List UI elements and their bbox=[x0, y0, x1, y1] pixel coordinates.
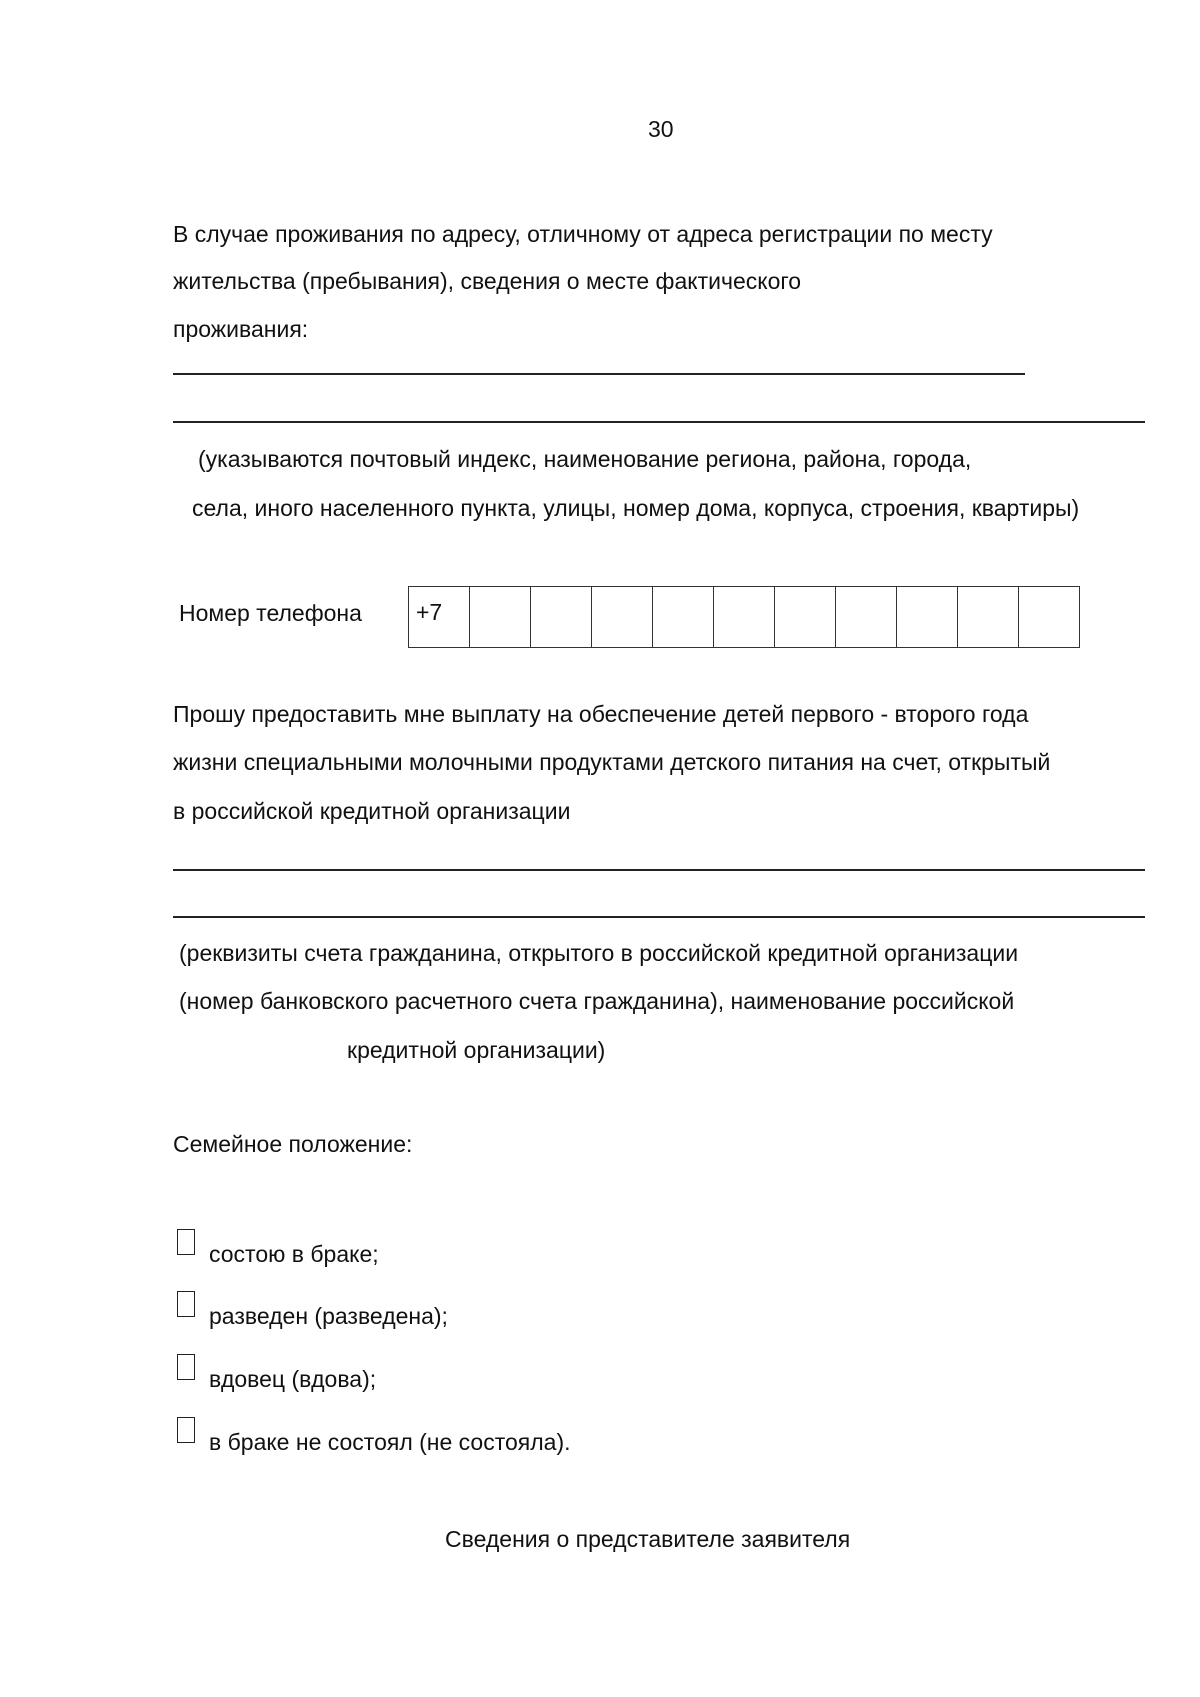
phone-digit-cell[interactable] bbox=[835, 586, 897, 648]
residence-text-line-3: проживания: bbox=[173, 316, 309, 342]
option-widowed-label: вдовец (вдова); bbox=[209, 1366, 377, 1392]
phone-number-field[interactable] bbox=[408, 586, 1080, 650]
payment-hint-line-1: (реквизиты счета гражданина, открытого в российской кредитной организации bbox=[179, 940, 1019, 966]
phone-digit-cell[interactable] bbox=[591, 586, 653, 648]
representative-heading: Сведения о представителе заявителя bbox=[445, 1526, 851, 1552]
payment-hint-line-2: (номер банковского расчетного счета гражданина), наименование российской bbox=[179, 988, 1015, 1014]
payment-text-line-2: жизни специальными молочными продуктами детского питания на счет, открытый bbox=[173, 749, 1051, 775]
phone-digit-cell[interactable] bbox=[530, 586, 592, 648]
phone-digit-cell[interactable] bbox=[652, 586, 714, 648]
phone-digit-cell[interactable] bbox=[1018, 586, 1080, 648]
bank-details-line-2[interactable] bbox=[173, 916, 1145, 918]
checkbox-widowed[interactable] bbox=[177, 1354, 195, 1380]
marital-heading: Семейное положение: bbox=[173, 1131, 413, 1157]
checkbox-married[interactable] bbox=[177, 1229, 195, 1255]
payment-text-line-3: в российской кредитной организации bbox=[173, 798, 571, 824]
residence-text-line-2: жительства (пребывания), сведения о месте фактического bbox=[173, 268, 802, 294]
residence-address-line-2[interactable] bbox=[173, 421, 1145, 423]
residence-hint-line-1: (указываются почтовый индекс, наименование региона, района, города, bbox=[198, 446, 972, 472]
checkbox-never-married[interactable] bbox=[177, 1417, 195, 1443]
phone-digit-cell[interactable] bbox=[896, 586, 958, 648]
phone-prefix-cell: +7 bbox=[408, 586, 470, 648]
residence-address-line-1[interactable] bbox=[173, 373, 1025, 375]
checkbox-divorced[interactable] bbox=[177, 1291, 195, 1317]
option-never-married-label: в браке не состоял (не состояла). bbox=[209, 1429, 571, 1455]
payment-text-line-1: Прошу предоставить мне выплату на обеспечение детей первого - второго года bbox=[173, 701, 1029, 727]
residence-text-line-1: В случае проживания по адресу, отличному от адреса регистрации по месту bbox=[173, 221, 993, 247]
option-divorced-label: разведен (разведена); bbox=[209, 1303, 448, 1329]
residence-hint-line-2: села, иного населенного пункта, улицы, номер дома, корпуса, строения, квартиры) bbox=[192, 495, 1080, 521]
option-married-label: состою в браке; bbox=[209, 1241, 379, 1267]
phone-digit-cell[interactable] bbox=[774, 586, 836, 648]
phone-digit-cell[interactable] bbox=[957, 586, 1019, 648]
bank-details-line-1[interactable] bbox=[173, 869, 1145, 871]
page-number: 30 bbox=[648, 116, 674, 142]
phone-label: Номер телефона bbox=[179, 600, 362, 626]
phone-digit-cell[interactable] bbox=[469, 586, 531, 648]
payment-hint-line-3: кредитной организации) bbox=[347, 1037, 606, 1063]
phone-digit-cell[interactable] bbox=[713, 586, 775, 648]
